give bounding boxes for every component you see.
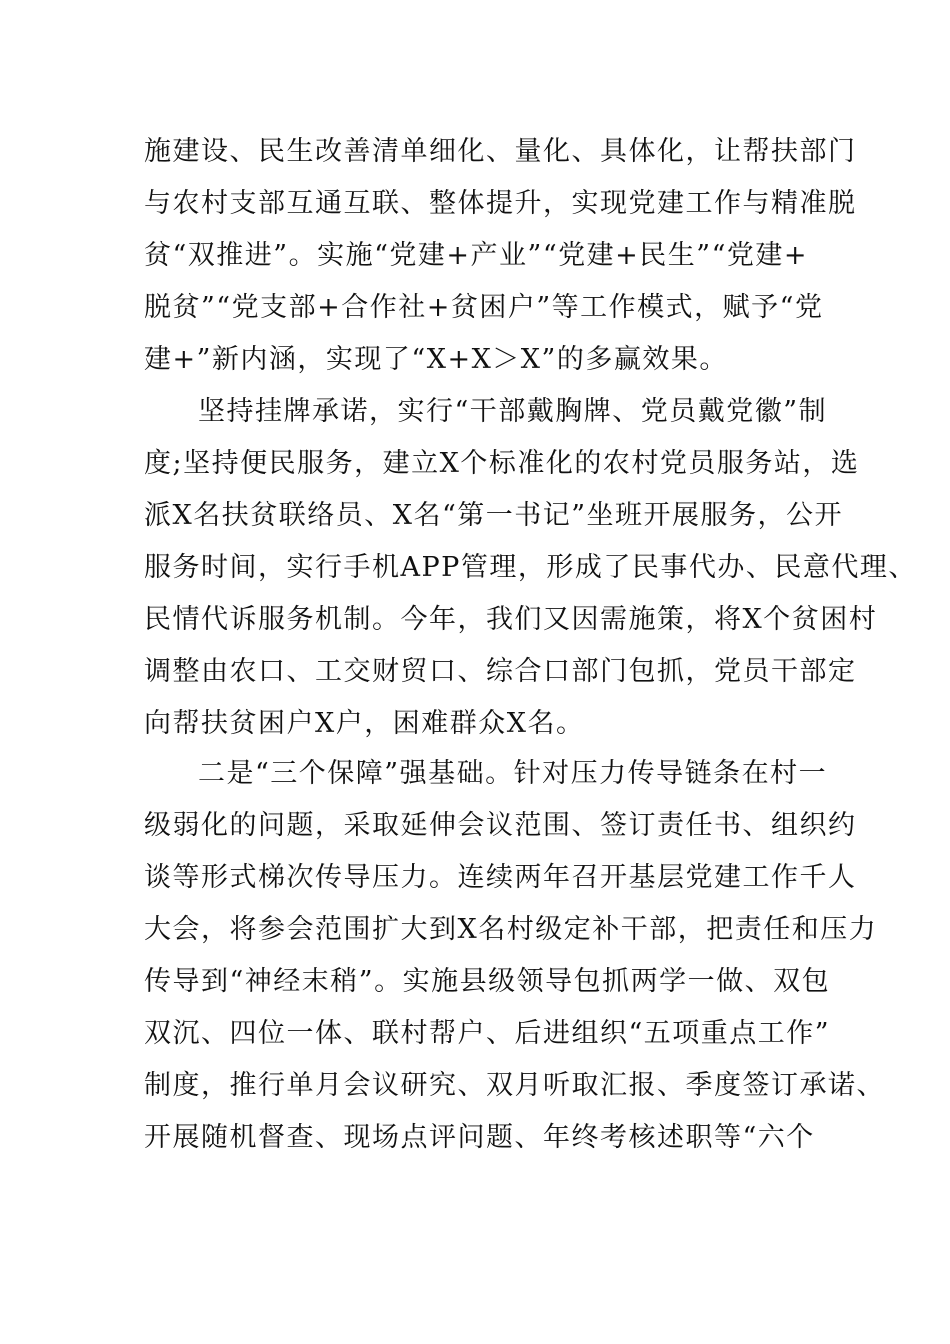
paragraph-line: 传导到“神经末稍”。实施县级领导包抓两学一做、双包	[144, 966, 831, 997]
paragraph-line: 脱贫”“党支部+合作社+贫困户”等工作模式，赋予“党	[144, 292, 824, 323]
paragraph-line: 民情代诉服务机制。今年，我们又因需施策，将X个贫困村	[144, 604, 878, 635]
paragraph-line: 服务时间，实行手机APP管理，形成了民事代办、民意代理、	[144, 552, 917, 583]
paragraph-line: 大会，将参会范围扩大到X名村级定补干部，把责任和压力	[144, 914, 878, 945]
paragraph-line: 坚持挂牌承诺，实行“干部戴胸牌、党员戴党徽”制	[198, 396, 828, 427]
paragraph-line: 双沉、四位一体、联村帮户、后进组织“五项重点工作”	[144, 1018, 831, 1049]
paragraph-1	[144, 126, 857, 386]
paragraph-line: 建+”新内涵，实现了“X+X＞X”的多赢效果。	[144, 344, 728, 375]
paragraph-line: 贫“双推进”。实施“党建+产业”“党建+民生”“党建+	[144, 240, 808, 271]
paragraph-line: 调整由农口、工交财贸口、综合口部门包抓，党员干部定	[144, 656, 857, 687]
paragraph-line: 制度，推行单月会议研究、双月听取汇报、季度签订承诺、	[144, 1070, 885, 1101]
paragraph-line: 与农村支部互通互联、整体提升，实现党建工作与精准脱	[144, 188, 857, 219]
paragraph-line: 度;坚持便民服务，建立X个标准化的农村党员服务站，选	[144, 448, 860, 479]
paragraph-line: 施建设、民生改善清单细化、量化、具体化，让帮扶部门	[144, 136, 857, 167]
paragraph-line: 派X名扶贫联络员、X名“第一书记”坐班开展服务，公开	[144, 500, 844, 531]
paragraph-2	[144, 386, 917, 750]
paragraph-line: 向帮扶贫困户X户，困难群众X名。	[144, 708, 585, 739]
paragraph-line: 级弱化的问题，采取延伸会议范围、签订责任书、组织约	[144, 810, 857, 841]
paragraph-line: 开展随机督查、现场点评问题、年终考核述职等“六个	[144, 1122, 815, 1153]
paragraph-line: 二是“三个保障”强基础。针对压力传导链条在村一	[198, 758, 828, 789]
paragraph-3	[144, 748, 885, 1164]
paragraph-line: 谈等形式梯次传导压力。连续两年召开基层党建工作千人	[144, 862, 857, 893]
